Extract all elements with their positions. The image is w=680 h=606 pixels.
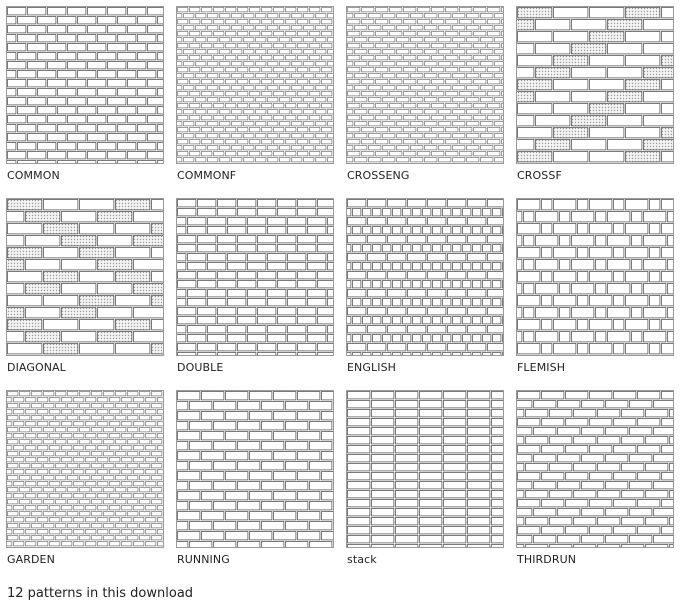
pattern-thumbnail[interactable]	[516, 198, 674, 356]
hatch-pattern-icon	[177, 391, 333, 547]
hatch-pattern-icon	[7, 199, 163, 355]
pattern-thumbnail[interactable]	[6, 6, 164, 164]
pattern-label: stack	[347, 553, 377, 566]
pattern-thumbnail[interactable]	[176, 390, 334, 548]
pattern-label: COMMONF	[177, 169, 237, 182]
pattern-label: ENGLISH	[347, 361, 397, 374]
pattern-thumbnail[interactable]	[176, 6, 334, 164]
pattern-label: COMMON	[7, 169, 60, 182]
hatch-pattern-icon	[7, 7, 163, 163]
hatch-pattern-icon	[177, 199, 333, 355]
pattern-thumbnail[interactable]	[346, 390, 504, 548]
hatch-pattern-icon	[7, 391, 163, 547]
pattern-count: 12 patterns in this download	[7, 586, 194, 601]
pattern-label: GARDEN	[7, 553, 55, 566]
pattern-label: THIRDRUN	[517, 553, 577, 566]
hatch-pattern-icon	[177, 7, 333, 163]
hatch-pattern-icon	[347, 7, 503, 163]
hatch-pattern-icon	[347, 199, 503, 355]
pattern-thumbnail[interactable]	[516, 390, 674, 548]
pattern-thumbnail[interactable]	[516, 6, 674, 164]
pattern-label: CROSSENG	[347, 169, 410, 182]
pattern-thumbnail[interactable]	[346, 198, 504, 356]
hatch-pattern-icon	[347, 391, 503, 547]
hatch-pattern-icon	[517, 391, 673, 547]
hatch-pattern-icon	[517, 7, 673, 163]
hatch-pattern-icon	[517, 199, 673, 355]
pattern-thumbnail[interactable]	[346, 6, 504, 164]
pattern-label: DOUBLE	[177, 361, 224, 374]
pattern-thumbnail[interactable]	[6, 198, 164, 356]
pattern-label: FLEMISH	[517, 361, 566, 374]
pattern-label: CROSSF	[517, 169, 562, 182]
pattern-label: DIAGONAL	[7, 361, 66, 374]
pattern-thumbnail[interactable]	[6, 390, 164, 548]
pattern-label: RUNNING	[177, 553, 230, 566]
pattern-thumbnail[interactable]	[176, 198, 334, 356]
